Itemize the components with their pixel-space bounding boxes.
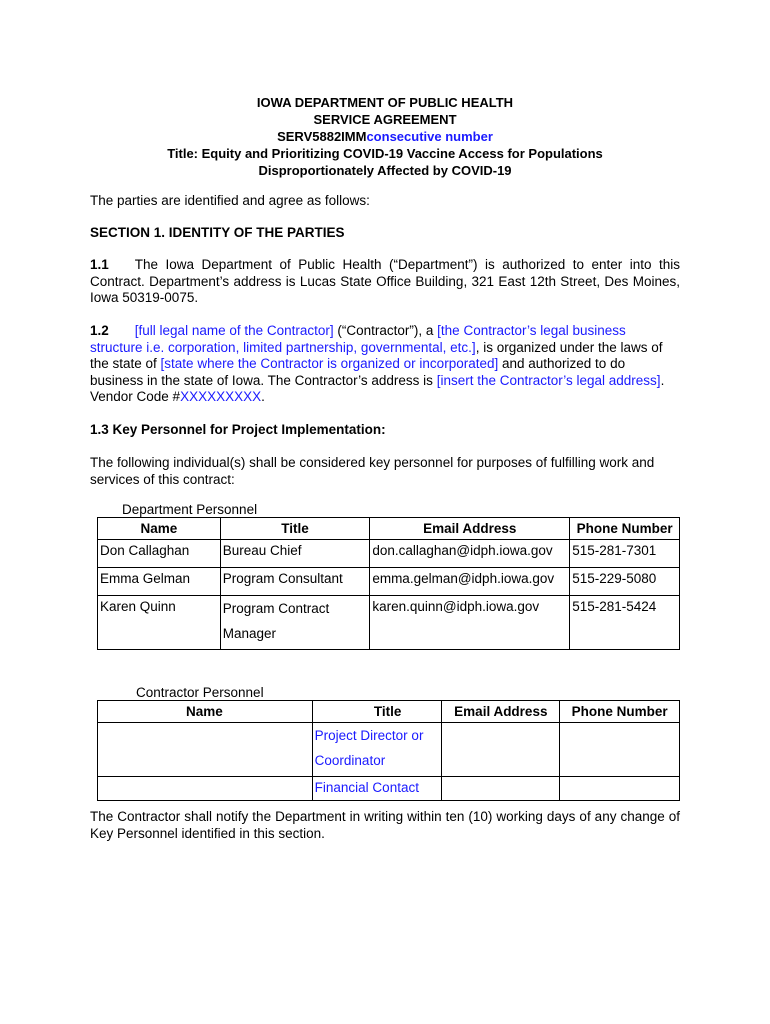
contractor-personnel-table bbox=[97, 700, 680, 801]
col-header-phone: Phone Number bbox=[570, 518, 680, 540]
cell-email: emma.gelman@idph.iowa.gov bbox=[370, 568, 570, 596]
address-placeholder: [insert the Contractor’s legal address] bbox=[436, 372, 661, 388]
cell-phone[interactable] bbox=[560, 723, 680, 777]
cell-title-line1: Program Contract bbox=[222, 601, 330, 616]
paragraph-1-2-text-e: . bbox=[261, 389, 265, 404]
paragraph-1-2-text-d: . Vendor Code # bbox=[90, 372, 665, 404]
intro-text: The parties are identified and agree as follows: bbox=[90, 193, 370, 208]
paragraph-1-3-text: The following individual(s) shall be considered key personnel for purposes of fulfilling work and services of this contract: bbox=[90, 455, 655, 487]
contract-number-placeholder: consecutive number bbox=[366, 129, 493, 144]
table-row bbox=[98, 777, 680, 801]
cell-name: Emma Gelman bbox=[98, 568, 221, 596]
cell-title: Program Consultant bbox=[220, 568, 370, 596]
col-header-title: Title bbox=[312, 701, 442, 723]
vendor-code-placeholder: XXXXXXXXX bbox=[180, 389, 262, 404]
cell-title-line2: Manager bbox=[222, 626, 277, 641]
cell-email: karen.quinn@idph.iowa.gov bbox=[370, 596, 570, 650]
table-row bbox=[98, 540, 680, 568]
cell-title: Financial Contact bbox=[312, 777, 442, 801]
paragraph-1-1 bbox=[90, 257, 680, 307]
header-agreement-type: SERVICE AGREEMENT bbox=[313, 112, 457, 127]
table-row bbox=[98, 596, 680, 650]
cell-title: Bureau Chief bbox=[220, 540, 370, 568]
cell-title bbox=[220, 596, 370, 650]
col-header-name: Name bbox=[98, 701, 313, 723]
col-header-name: Name bbox=[98, 518, 221, 540]
cell-title-line1: Project Director or bbox=[314, 728, 424, 743]
cell-name[interactable] bbox=[98, 777, 313, 801]
paragraph-1-1-number: 1.1 bbox=[90, 257, 109, 272]
header-agency: IOWA DEPARTMENT OF PUBLIC HEALTH bbox=[256, 95, 514, 110]
paragraph-1-2-number: 1.2 bbox=[90, 323, 109, 338]
col-header-title: Title bbox=[220, 518, 370, 540]
cell-title bbox=[312, 723, 442, 777]
paragraph-1-2-text-c: and authorized to do business in the state of Iowa. The Contractor’s address is bbox=[90, 356, 626, 388]
document-header bbox=[90, 94, 680, 179]
legal-structure-placeholder: [the Contractor’s legal business structure i.e. corporation, limited partnership, governmental, etc.] bbox=[90, 323, 626, 355]
table-row bbox=[98, 723, 680, 777]
cell-phone[interactable] bbox=[560, 777, 680, 801]
paragraph-1-3-heading: 1.3 Key Personnel for Project Implementation: bbox=[90, 422, 386, 437]
cell-email: don.callaghan@idph.iowa.gov bbox=[370, 540, 570, 568]
cell-name: Karen Quinn bbox=[98, 596, 221, 650]
dept-personnel-table bbox=[97, 517, 680, 650]
cell-name: Don Callaghan bbox=[98, 540, 221, 568]
header-contract-number bbox=[90, 128, 680, 145]
contractor-name-placeholder: [full legal name of the Contractor] bbox=[134, 323, 334, 338]
cell-phone: 515-281-5424 bbox=[570, 596, 680, 650]
contractor-personnel-caption: Contractor Personnel bbox=[136, 685, 264, 700]
paragraph-1-1-text: The Iowa Department of Public Health (“Department”) is authorized to enter into this Contract. Department’s address is Lucas State Office Building, 321 East 12th Street, Des Moines, Iowa 50319-0075. bbox=[90, 257, 680, 305]
header-title-line2: Disproportionately Affected by COVID-19 bbox=[258, 163, 512, 178]
header-title-line1: Title: Equity and Prioritizing COVID-19 Vaccine Access for Populations bbox=[167, 146, 603, 161]
cell-phone: 515-281-7301 bbox=[570, 540, 680, 568]
table-header-row bbox=[98, 701, 680, 723]
cell-email[interactable] bbox=[442, 777, 560, 801]
paragraph-1-2-text-a: (“Contractor”), a bbox=[333, 323, 438, 338]
col-header-email: Email Address bbox=[370, 518, 570, 540]
cell-title-line2: Coordinator bbox=[314, 753, 386, 768]
table-header-row bbox=[98, 518, 680, 540]
closing-paragraph: The Contractor shall notify the Department in writing within ten (10) working days of any change of Key Personnel identified in this section. bbox=[90, 809, 680, 841]
col-header-email: Email Address bbox=[442, 701, 560, 723]
cell-name[interactable] bbox=[98, 723, 313, 777]
contract-number-prefix: SERV5882IMM bbox=[277, 129, 367, 144]
cell-phone: 515-229-5080 bbox=[570, 568, 680, 596]
section1-heading: SECTION 1. IDENTITY OF THE PARTIES bbox=[90, 225, 345, 240]
paragraph-1-2-text-b: , is organized under the laws of the state of bbox=[90, 339, 663, 371]
col-header-phone: Phone Number bbox=[560, 701, 680, 723]
state-placeholder: [state where the Contractor is organized or incorporated] bbox=[160, 356, 499, 371]
dept-personnel-caption: Department Personnel bbox=[122, 502, 258, 517]
table-row bbox=[98, 568, 680, 596]
cell-email[interactable] bbox=[442, 723, 560, 777]
paragraph-1-2 bbox=[90, 323, 680, 406]
